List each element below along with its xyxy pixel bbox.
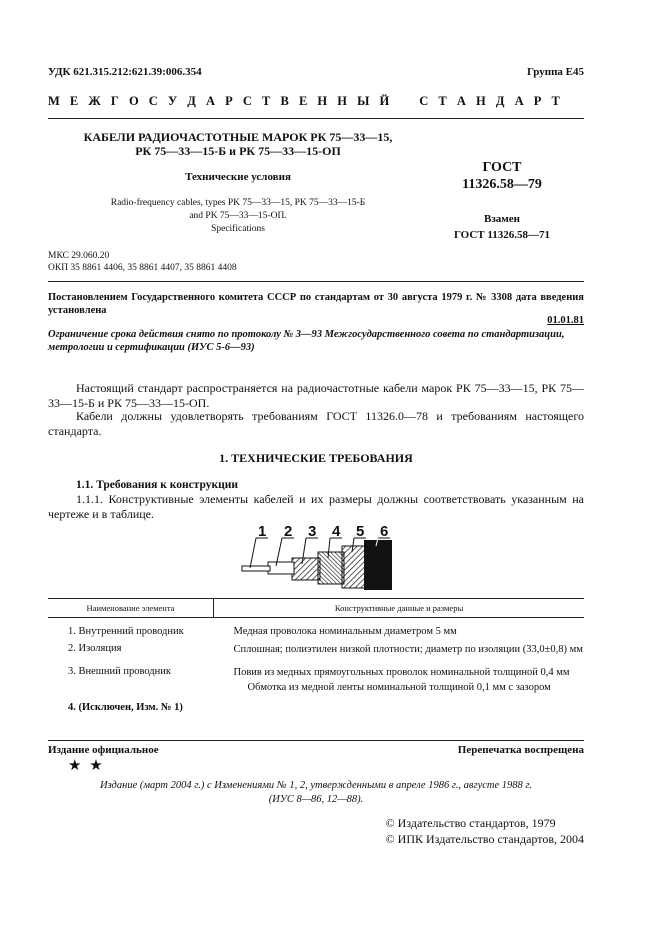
figure-label-3: 3 (308, 523, 317, 540)
table-cell-name: 4. (Исключен, Изм. № 1) (68, 702, 183, 713)
subsection-heading: 1.1. Требования к конструкции (76, 479, 238, 491)
table-header-element: Наименование элемента (48, 599, 214, 618)
intro-paragraph-2: Кабели должны удовлетворять требованиям ГОСТ 11326.0—78 и требованиям настоящего стандарта. (48, 409, 584, 438)
english-title (48, 197, 428, 236)
title-line-2: РК 75—33—15-Б и РК 75—33—15-ОП (135, 144, 341, 158)
group-code: Группа Е45 (526, 66, 584, 78)
title-line-1: КАБЕЛИ РАДИОЧАСТОТНЫЕ МАРОК РК 75—33—15, (83, 130, 393, 144)
classification-codes (48, 250, 237, 274)
cable-layer-4 (318, 552, 344, 584)
table-row (48, 694, 584, 719)
cable-layer-1 (242, 566, 270, 571)
official-edition: Издание официальное (48, 744, 159, 756)
replaces-label: Взамен (484, 213, 520, 225)
gost-designation (420, 159, 584, 193)
table-cell-data: Сплошная; полиэтилен низкой плотности; диаметр по изоляции (33,0±0,8) мм (233, 644, 583, 655)
interstate-standard-banner: М Е Ж Г О С У Д А Р С Т В Е Н Н Ы Й С Т А Н Д А Р Т (48, 94, 564, 108)
table-cell-name: 1. Внутренний проводник (68, 626, 184, 637)
english-title-line-2: and PK 75—33—15-ОП. (189, 211, 287, 221)
gost-number: 11326.58—79 (462, 177, 542, 192)
replaces-standard: ГОСТ 11326.58—71 (453, 229, 551, 241)
reprint-prohibited: Перепечатка воспрещена (457, 744, 584, 756)
copyright-block (386, 815, 584, 847)
copyright-2004: © ИПК Издательство стандартов, 2004 (385, 832, 584, 846)
cable-layer-5 (342, 546, 366, 588)
table-row (48, 618, 584, 638)
cable-construction-drawing (230, 520, 410, 592)
figure-label-6: 6 (380, 523, 389, 540)
table-cell-data: Медная проволока номинальным диаметром 5 мм (233, 626, 457, 637)
section-heading: 1. ТЕХНИЧЕСКИЕ ТРЕБОВАНИЯ (219, 451, 413, 465)
document-title (48, 130, 428, 158)
document-subtitle: Технические условия (185, 171, 291, 183)
english-title-line-3: Specifications (211, 224, 265, 234)
figure-label-5: 5 (356, 523, 365, 540)
construction-table (48, 598, 584, 719)
table-cell-data: Повив из медных прямоугольных проволок номинальной толщиной 0,4 мм (233, 667, 570, 678)
gost-label: ГОСТ (482, 160, 522, 175)
cable-layer-3 (292, 558, 320, 580)
decree-text: Постановлением Государственного комитета СССР по стандартам от 30 августа 1979 г. № 3308 дата введения установлена (48, 292, 584, 316)
okp-code: ОКП 35 8861 4406, 35 8861 4407, 35 8861 4408 (48, 263, 237, 273)
table-header-data: Конструктивные данные и размеры (334, 603, 464, 613)
table-row (48, 637, 584, 656)
header-divider (48, 118, 584, 119)
edition-line-1: Издание (март 2004 г.) с Изменениями № 1, 2, утвержденными в апреле 1986 г., августе 1988 г. (100, 780, 532, 791)
table-cell-name: 3. Внешний проводник (68, 666, 171, 677)
footer-divider (48, 740, 584, 741)
introduction-date: 01.01.81 (547, 315, 584, 326)
figure-label-2: 2 (284, 523, 293, 540)
replaces-block (420, 211, 584, 243)
cable-layer-2 (268, 562, 294, 574)
table-cell-data-extra: Обмотка из медной ленты номинальной толщиной 0,1 мм с зазором (247, 682, 551, 693)
figure-label-1: 1 (258, 523, 267, 540)
codes-divider (48, 281, 584, 282)
table-header-row (48, 599, 584, 618)
table-cell-name: 2. Изоляция (68, 643, 122, 654)
edition-line-2: (ИУС 8—86, 12—88). (268, 794, 364, 805)
cable-layer-6 (364, 540, 392, 590)
limit-removal-note: Ограничение срока действия снято по протоколу № 3—93 Межгосударственного совета по стандартизации, метрологии и сертификации (ИУС 5-6—93) (48, 329, 565, 353)
mks-code: МКС 29.060.20 (48, 251, 110, 261)
stars-mark: ★ ★ (68, 758, 105, 774)
figure-label-4: 4 (332, 523, 341, 540)
english-title-line-1: Radio-frequency cables, types PK 75—33—15, PK 75—33—15-Б (110, 198, 366, 208)
table-cell-data (214, 694, 585, 719)
edition-note (48, 779, 584, 807)
section-paragraph: 1.1.1. Конструктивные элементы кабелей и их размеры должны соответствовать указанным на чертеже и в таблице. (48, 492, 584, 521)
intro-paragraph-1: Настоящий стандарт распространяется на радиочастотные кабели марок РК 75—33—15, РК 75—33—15-Б и РК 75—33—15-ОП. (48, 381, 584, 410)
udc-code: УДК 621.315.212:621.39:006.354 (48, 66, 202, 78)
table-row (48, 656, 584, 694)
copyright-1979: © Издательство стандартов, 1979 (385, 816, 556, 830)
